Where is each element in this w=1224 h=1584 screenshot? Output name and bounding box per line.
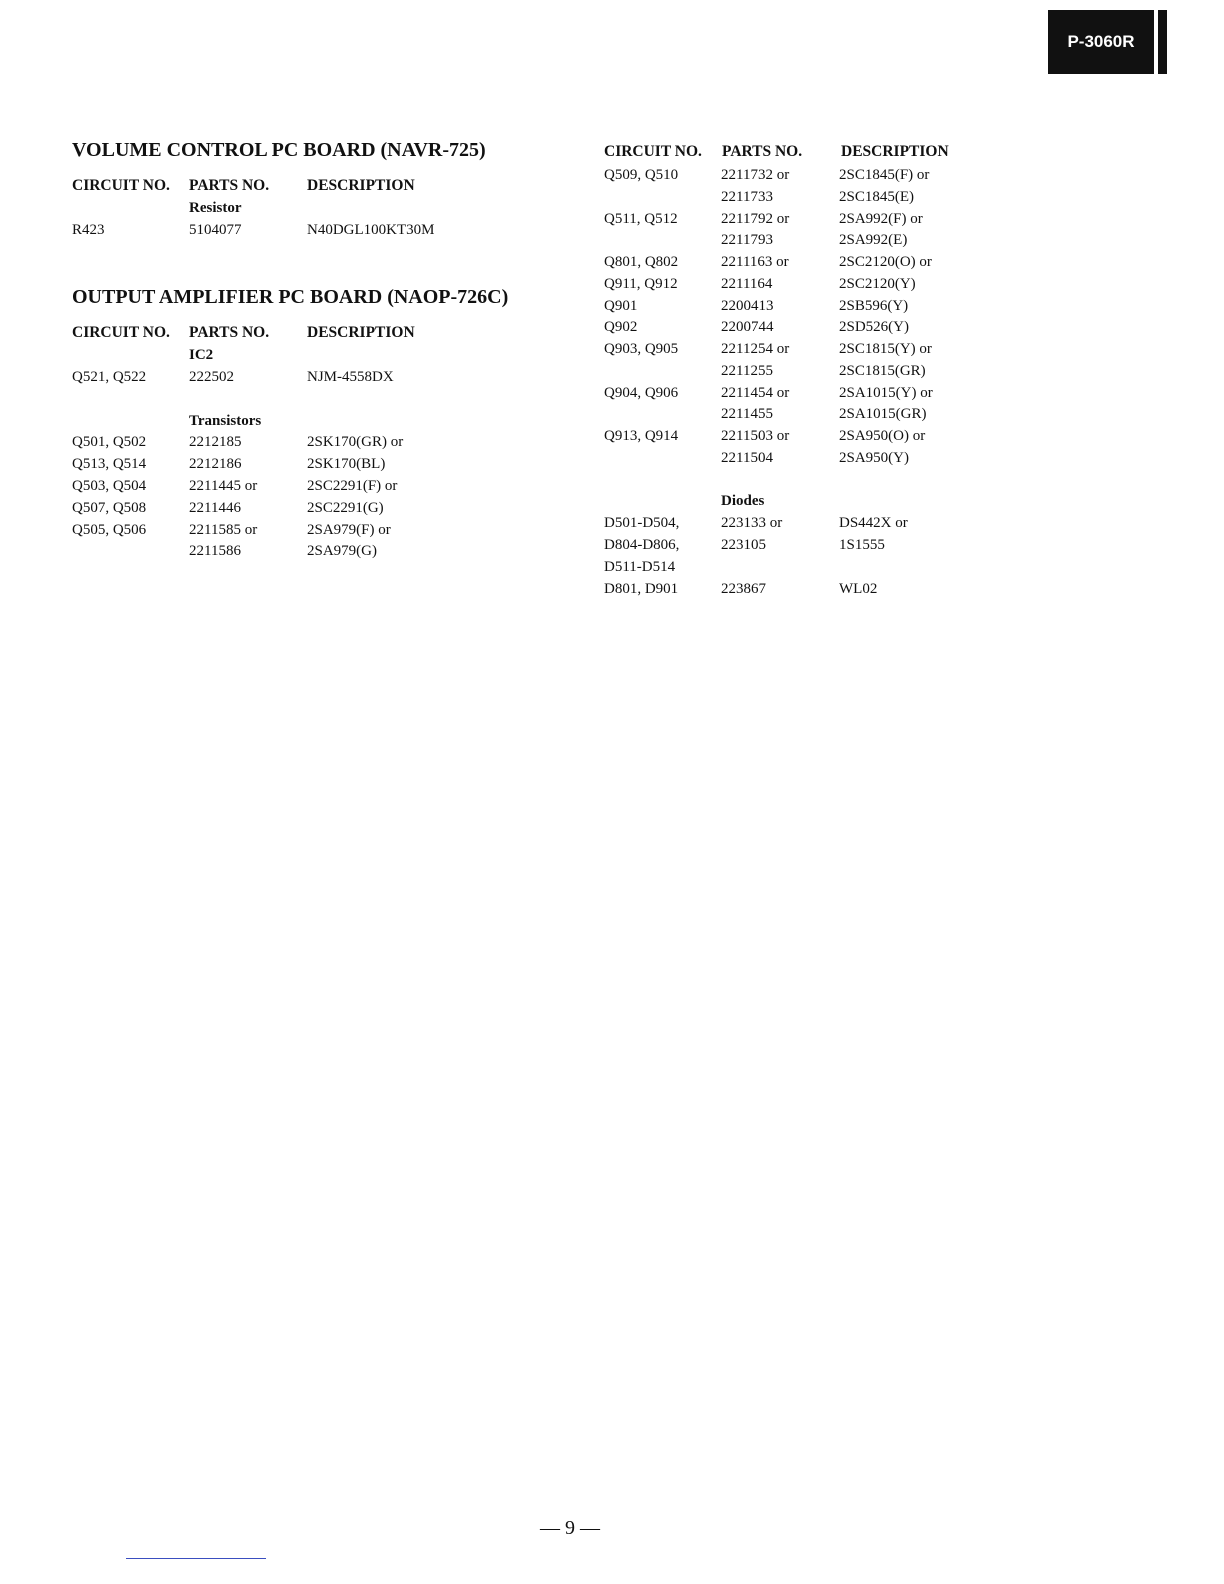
right-row-desc: 2SC1845(E) [839, 189, 914, 205]
resistor-subheading: Resistor [189, 200, 242, 216]
right-row-circuit: Q901 [604, 298, 638, 314]
diode-row-circuit: D501-D504, [604, 515, 680, 531]
right-row-part: 2211254 or [721, 341, 790, 357]
volume-section-title: VOLUME CONTROL PC BOARD (NAVR-725) [72, 139, 486, 161]
transistor-row-desc: 2SK170(GR) or [307, 434, 404, 450]
ic-row-desc: NJM-4558DX [307, 369, 394, 385]
right-row-part: 2211455 [721, 406, 773, 422]
right-row-part: 2211732 or [721, 167, 790, 183]
right-row-desc: 2SA950(O) or [839, 428, 926, 444]
right-row-part: 2211733 [721, 189, 773, 205]
right-row-circuit: Q509, Q510 [604, 167, 679, 183]
output-header-circuit: CIRCUIT NO. [72, 324, 170, 341]
badge-edge-bar [1158, 10, 1167, 74]
right-row-desc: 2SC1845(F) or [839, 167, 930, 183]
right-row-desc: 2SA992(E) [839, 232, 908, 248]
transistor-row-circuit: Q503, Q504 [72, 478, 147, 494]
right-row-part: 2211163 or [721, 254, 789, 270]
volume-header-parts: PARTS NO. [189, 177, 270, 194]
right-row-part: 2211504 [721, 450, 773, 466]
transistor-row-part: 2212185 [189, 434, 242, 450]
model-badge [1048, 10, 1154, 74]
volume-header-description: DESCRIPTION [307, 177, 415, 194]
transistor-row-part: 2211585 or [189, 522, 258, 538]
right-row-circuit: Q903, Q905 [604, 341, 679, 357]
diode-row-desc: 1S1555 [839, 537, 885, 553]
right-header-parts: PARTS NO. [722, 143, 803, 160]
ic-subheading: IC2 [189, 347, 214, 363]
transistor-row-desc: 2SC2291(F) or [307, 478, 398, 494]
transistor-row-circuit: Q501, Q502 [72, 434, 147, 450]
right-row-desc: 2SA992(F) or [839, 211, 923, 227]
transistor-row-desc: 2SC2291(G) [307, 500, 384, 516]
right-row-part: 2200744 [721, 319, 774, 335]
right-row-part: 2211255 [721, 363, 773, 379]
right-row-part: 2211454 or [721, 385, 790, 401]
right-row-desc: 2SC2120(Y) [839, 276, 916, 292]
right-row-desc: 2SC1815(Y) or [839, 341, 932, 357]
volume-row-part: 5104077 [189, 222, 242, 238]
right-row-part: 2211792 or [721, 211, 790, 227]
right-row-part: 2211793 [721, 232, 773, 248]
volume-row-circuit: R423 [72, 222, 105, 238]
output-header-description: DESCRIPTION [307, 324, 415, 341]
volume-header-circuit: CIRCUIT NO. [72, 177, 170, 194]
model-number: P-3060R [1067, 32, 1135, 51]
right-row-circuit: Q904, Q906 [604, 385, 679, 401]
diode-row-part: 223105 [721, 537, 766, 553]
diode-row-part: 223867 [721, 581, 766, 597]
transistor-row-desc: 2SA979(G) [307, 543, 377, 559]
right-header-circuit: CIRCUIT NO. [604, 143, 702, 160]
diode-row-circuit: D804-D806, [604, 537, 680, 553]
ic-row-circuit: Q521, Q522 [72, 369, 147, 385]
diode-row-desc: DS442X or [839, 515, 908, 531]
right-row-part: 2211503 or [721, 428, 790, 444]
transistor-row-part: 2211445 or [189, 478, 258, 494]
right-row-desc: 2SB596(Y) [839, 298, 909, 314]
right-row-desc: 2SA1015(Y) or [839, 385, 933, 401]
page-number: — 9 — [540, 1517, 600, 1539]
output-section-title: OUTPUT AMPLIFIER PC BOARD (NAOP-726C) [72, 286, 509, 308]
right-row-desc: 2SD526(Y) [839, 319, 909, 335]
diode-row-desc: WL02 [839, 581, 878, 597]
transistor-row-desc: 2SK170(BL) [307, 456, 386, 472]
right-row-circuit: Q913, Q914 [604, 428, 679, 444]
right-row-desc: 2SA950(Y) [839, 450, 909, 466]
right-row-circuit: Q801, Q802 [604, 254, 679, 270]
transistor-row-circuit: Q507, Q508 [72, 500, 147, 516]
right-row-circuit: Q911, Q912 [604, 276, 678, 292]
right-row-circuit: Q511, Q512 [604, 211, 678, 227]
footer-rule [126, 1558, 266, 1559]
volume-row-desc: N40DGL100KT30M [307, 222, 435, 238]
right-header-description: DESCRIPTION [841, 143, 949, 160]
transistor-row-circuit: Q505, Q506 [72, 522, 147, 538]
right-row-part: 2200413 [721, 298, 774, 314]
transistor-row-circuit: Q513, Q514 [72, 456, 147, 472]
transistor-row-part: 2211586 [189, 543, 241, 559]
right-row-circuit: Q902 [604, 319, 638, 335]
diodes-subheading: Diodes [721, 493, 765, 509]
transistor-row-desc: 2SA979(F) or [307, 522, 391, 538]
ic-row-part: 222502 [189, 369, 234, 385]
transistor-row-part: 2211446 [189, 500, 241, 516]
diode-row-circuit: D511-D514 [604, 559, 676, 575]
right-row-desc: 2SC1815(GR) [839, 363, 926, 379]
right-row-desc: 2SA1015(GR) [839, 406, 927, 422]
output-header-parts: PARTS NO. [189, 324, 270, 341]
diode-row-circuit: D801, D901 [604, 581, 679, 597]
right-row-desc: 2SC2120(O) or [839, 254, 932, 270]
right-row-part: 2211164 [721, 276, 773, 292]
diode-row-part: 223133 or [721, 515, 783, 531]
transistors-subheading: Transistors [189, 413, 262, 429]
transistor-row-part: 2212186 [189, 456, 242, 472]
